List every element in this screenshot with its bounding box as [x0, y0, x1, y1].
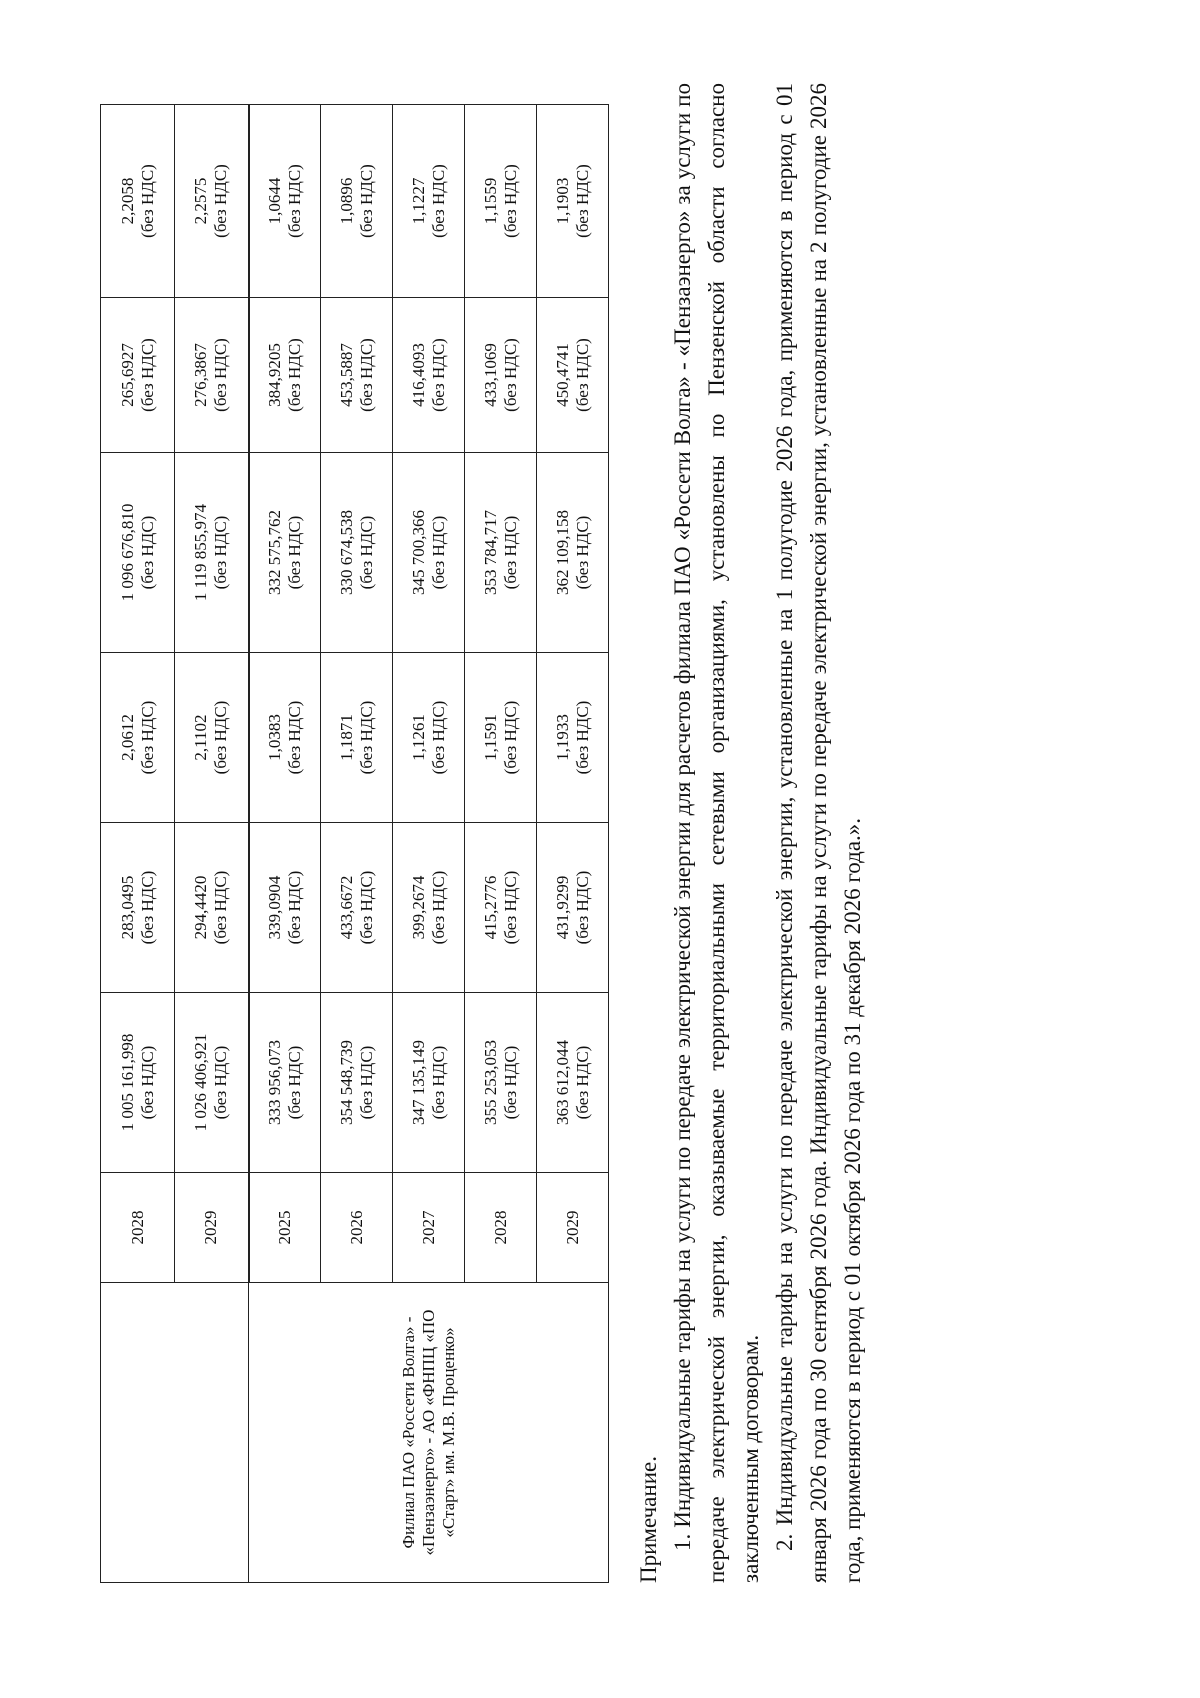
value-cell: [101, 453, 175, 653]
org-cell: [321, 1283, 393, 1583]
cell-value: 433,6672: [336, 875, 356, 940]
value-cell: [465, 453, 537, 653]
value-cell: [321, 993, 393, 1173]
cell-value: 384,9205: [264, 343, 284, 407]
cell-value: 1,1933: [552, 714, 572, 761]
cell-unit: (без НДС): [211, 338, 231, 412]
cell-value: 431,9299: [552, 875, 572, 940]
table-row: [465, 105, 537, 1583]
cell-unit: (без НДС): [284, 164, 304, 238]
value-cell: [101, 298, 175, 453]
cell-value: 283,0495: [117, 875, 137, 940]
value-cell: [175, 653, 249, 823]
notes-heading: Примечание.: [636, 1456, 661, 1583]
org-cell: [101, 1283, 175, 1583]
cell-unit: (без НДС): [500, 1045, 520, 1120]
cell-value: 354 548,739: [336, 1040, 356, 1125]
cell-unit: (без НДС): [572, 338, 592, 412]
cell-unit: (без НДС): [211, 1045, 231, 1120]
year-cell: 2025: [249, 1173, 321, 1283]
year-cell: 2029: [537, 1173, 609, 1283]
cell-value: 2,2058: [117, 177, 137, 225]
cell-unit: (без НДС): [211, 870, 231, 945]
value-cell: [249, 105, 321, 298]
value-cell: [393, 105, 465, 298]
value-cell: [465, 105, 537, 298]
table-row: [537, 105, 609, 1583]
value-cell: [465, 298, 537, 453]
cell-unit: (без НДС): [428, 870, 448, 945]
org-cell: [465, 1283, 537, 1583]
table-row: [249, 105, 321, 1583]
cell-unit: (без НДС): [137, 164, 157, 238]
cell-unit: (без НДС): [500, 515, 520, 590]
cell-unit: (без НДС): [137, 870, 157, 945]
cell-unit: (без НДС): [284, 700, 304, 775]
cell-unit: (без НДС): [500, 870, 520, 945]
cell-value: 1 005 161,998: [117, 1033, 137, 1132]
cell-unit: (без НДС): [356, 164, 376, 238]
cell-value: 453,5887: [336, 343, 356, 407]
cell-value: 1,0896: [336, 177, 356, 225]
cell-value: 362 109,158: [552, 510, 572, 595]
cell-unit: (без НДС): [211, 515, 231, 590]
note-item-1: 1. Индивидуальные тарифы на услуги по передаче электрической энергии для расчетов филиала ПАО «Россети Волга» - «Пензаэнерго» за услуги по передаче электрической энергии, оказываемые территориальными сетевыми организациями, установлены по Пензенской области согласно заключенным договорам.: [670, 83, 763, 1583]
year-cell: 2028: [465, 1173, 537, 1283]
cell-unit: (без НДС): [500, 338, 520, 412]
value-cell: [465, 653, 537, 823]
cell-unit: (без НДС): [500, 164, 520, 238]
value-cell: [175, 453, 249, 653]
cell-unit: (без НДС): [428, 164, 448, 238]
value-cell: [465, 823, 537, 993]
value-cell: [321, 653, 393, 823]
cell-value: 332 575,762: [264, 510, 284, 595]
cell-value: 450,4741: [552, 343, 572, 407]
cell-unit: (без НДС): [356, 338, 376, 412]
value-cell: [393, 993, 465, 1173]
cell-unit: (без НДС): [428, 1045, 448, 1120]
value-cell: [321, 453, 393, 653]
year-cell: 2028: [101, 1173, 175, 1283]
cell-value: 1,0383: [264, 714, 284, 761]
cell-value: 1,1261: [408, 714, 428, 761]
cell-unit: (без НДС): [284, 515, 304, 590]
cell-unit: (без НДС): [356, 1045, 376, 1120]
value-cell: [537, 105, 609, 298]
cell-value: 355 253,053: [480, 1040, 500, 1125]
cell-value: 276,3867: [191, 343, 211, 407]
cell-value: 1 096 676,810: [117, 503, 137, 602]
org-cell: [175, 1283, 249, 1583]
table-row: [101, 105, 175, 1583]
value-cell: [175, 105, 249, 298]
value-cell: [101, 105, 175, 298]
cell-unit: (без НДС): [572, 515, 592, 590]
value-cell: [321, 823, 393, 993]
cell-unit: (без НДС): [428, 515, 448, 590]
cell-unit: (без НДС): [428, 338, 448, 412]
value-cell: [249, 653, 321, 823]
table-row: [175, 105, 249, 1583]
cell-unit: (без НДС): [137, 515, 157, 590]
cell-unit: (без НДС): [356, 515, 376, 590]
cell-unit: (без НДС): [137, 700, 157, 775]
cell-unit: (без НДС): [284, 870, 304, 945]
cell-value: 1,0644: [264, 177, 284, 225]
table-row: [393, 105, 465, 1583]
cell-value: 1 119 855,974: [191, 503, 211, 602]
cell-unit: (без НДС): [500, 700, 520, 775]
year-cell: 2026: [321, 1173, 393, 1283]
value-cell: [393, 653, 465, 823]
cell-unit: (без НДС): [137, 338, 157, 412]
value-cell: [249, 823, 321, 993]
cell-value: 1,1227: [408, 177, 428, 225]
cell-value: 333 956,073: [264, 1040, 284, 1125]
value-cell: [321, 105, 393, 298]
cell-value: 1,1871: [336, 714, 356, 761]
cell-unit: (без НДС): [572, 1045, 592, 1120]
value-cell: [321, 298, 393, 453]
cell-unit: (без НДС): [211, 164, 231, 238]
cell-value: 294,4420: [191, 875, 211, 940]
cell-value: 1 026 406,921: [191, 1033, 211, 1132]
cell-value: 433,1069: [480, 343, 500, 407]
table-row: [321, 105, 393, 1583]
value-cell: [393, 453, 465, 653]
value-cell: [537, 298, 609, 453]
cell-value: 1,1591: [480, 714, 500, 761]
cell-value: 415,2776: [480, 875, 500, 940]
org-cell: [249, 1283, 321, 1583]
cell-value: 1,1559: [480, 177, 500, 225]
cell-value: 265,6927: [117, 343, 137, 407]
cell-value: 330 674,538: [336, 510, 356, 595]
value-cell: [537, 653, 609, 823]
value-cell: [175, 993, 249, 1173]
cell-unit: (без НДС): [572, 164, 592, 238]
cell-unit: (без НДС): [211, 700, 231, 775]
value-cell: [249, 993, 321, 1173]
cell-value: 2,2575: [191, 177, 211, 225]
org-cell: [537, 1283, 609, 1583]
value-cell: [537, 993, 609, 1173]
note-item-2: 2. Индивидуальные тарифы на услуги по передаче электрической энергии, установленные на 1 полугодие 2026 года, применяются в период с 01 января 2026 года по 30 сентября 2026 года. Индивидуальные тарифы на услуги по передаче электрической энергии, установленные на 2 полугодие 2026 года, применяются в период с 01 октября 2026 года по 31 декабря 2026 года.».: [772, 83, 865, 1583]
cell-unit: (без НДС): [356, 870, 376, 945]
value-cell: [465, 993, 537, 1173]
cell-unit: (без НДС): [572, 700, 592, 775]
cell-value: 2,0612: [117, 714, 137, 761]
cell-unit: (без НДС): [572, 870, 592, 945]
cell-unit: (без НДС): [428, 700, 448, 775]
value-cell: [101, 993, 175, 1173]
value-cell: [249, 453, 321, 653]
cell-unit: (без НДС): [356, 700, 376, 775]
cell-value: 399,2674: [408, 875, 428, 940]
value-cell: [537, 823, 609, 993]
notes-section: [632, 83, 870, 1583]
tariff-table: [100, 104, 609, 1583]
cell-value: 416,4093: [408, 343, 428, 407]
cell-value: 347 135,149: [408, 1040, 428, 1125]
cell-value: 345 700,366: [408, 510, 428, 595]
value-cell: [101, 823, 175, 993]
value-cell: [101, 653, 175, 823]
value-cell: [175, 823, 249, 993]
value-cell: [249, 298, 321, 453]
cell-value: 1,1903: [552, 177, 572, 225]
value-cell: [393, 298, 465, 453]
cell-value: 339,0904: [264, 875, 284, 940]
cell-unit: (без НДС): [284, 1045, 304, 1120]
value-cell: [537, 453, 609, 653]
year-cell: 2029: [175, 1173, 249, 1283]
cell-unit: (без НДС): [137, 1045, 157, 1120]
cell-value: 353 784,717: [480, 510, 500, 595]
cell-unit: (без НДС): [284, 338, 304, 412]
value-cell: [175, 298, 249, 453]
cell-value: 2,1102: [191, 714, 211, 761]
org-cell: Филиал ПАО «Россети Волга» - «Пензаэнерго» - АО «ФНПЦ «ПО «Старт» им. М.В. Проценко»: [393, 1283, 465, 1583]
year-cell: 2027: [393, 1173, 465, 1283]
cell-value: 363 612,044: [552, 1040, 572, 1125]
value-cell: [393, 823, 465, 993]
